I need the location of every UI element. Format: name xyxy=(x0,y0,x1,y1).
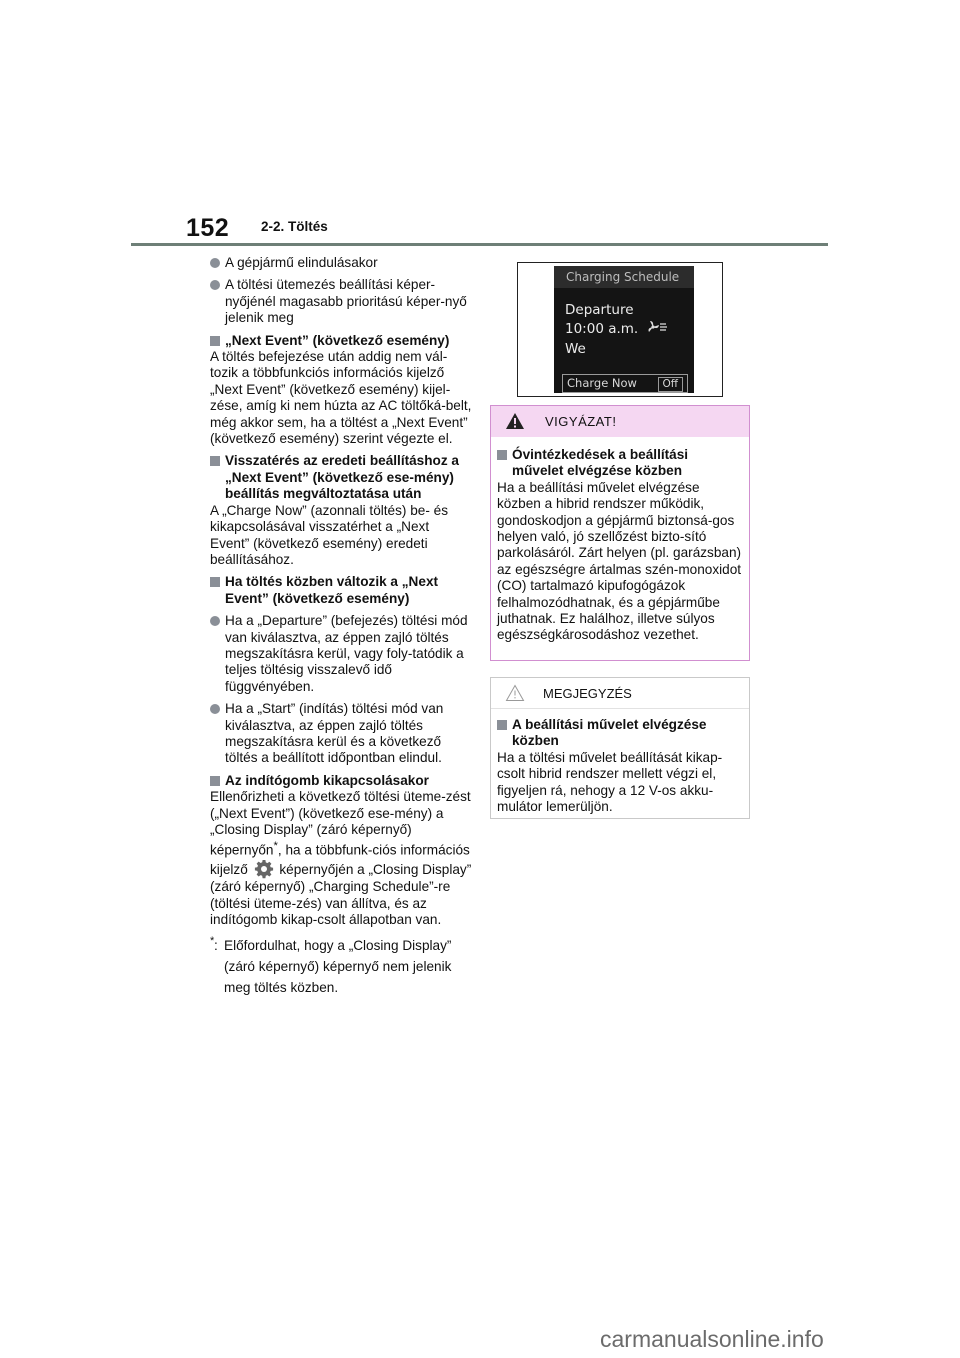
bullet-icon xyxy=(210,280,220,290)
watermark-link[interactable]: carmanualsonline.info xyxy=(600,1326,824,1352)
caution-body xyxy=(491,437,749,644)
note-label: MEGJEGYZÉS xyxy=(543,686,632,701)
screen-title: Charging Schedule xyxy=(554,266,694,288)
caution-box xyxy=(490,405,750,661)
caution-label: VIGYÁZAT! xyxy=(545,414,617,429)
note-text: Ha a töltési művelet beállítását kikap-csolt hibrid rendszer mellett végzi el, figyeljen rá, nehogy a 12 V-os akku-mulátor lemerüljön. xyxy=(497,749,723,815)
caution-text: Ha a beállítási művelet elvégzése közben a hibrid rendszer működik, gondoskodjon a gépjármű biztonsá-gos helyen való, jó szellőzést bizto-sító parkolásáról. Zárt helyen (pl. garázsban) az egészségre ártalmas szén-monoxidot (CO) tartalmazó kipufogógázok felhalmozódhatnak, és a gépjárműbe juthatnak. Ez halálhoz, illetve súlyos egészségkárosodáshoz vezethet. xyxy=(497,479,742,643)
square-bullet-icon xyxy=(497,450,507,460)
charge-now-off-indicator: Off xyxy=(658,377,684,392)
caution-header xyxy=(491,406,749,437)
subheading: Ha töltés közben változik a „Next Event” (következő esemény) xyxy=(210,574,472,607)
screen-day: We xyxy=(565,341,586,357)
bullet-item: A töltési ütemezés beállítási képer-nyőjénél magasabb prioritású képer-nyő jelenik meg xyxy=(210,277,472,326)
square-bullet-icon xyxy=(210,456,220,466)
subheading: „Next Event” (következő esemény) xyxy=(210,333,472,349)
warning-icon xyxy=(505,412,525,430)
screen-departure-label: Departure xyxy=(565,302,634,318)
screen-time: 10:00 a.m. xyxy=(565,321,639,337)
square-bullet-icon xyxy=(497,720,507,730)
note-box xyxy=(490,677,750,819)
display-screen xyxy=(554,266,694,393)
square-bullet-icon xyxy=(210,336,220,346)
bullet-icon xyxy=(210,258,220,268)
subheading: Az indítógomb kikapcsolásakor xyxy=(210,773,472,789)
note-header xyxy=(491,678,749,709)
paragraph: Ellenőrizheti a következő töltési üteme-zést („Next Event”) (következő ese-mény) a „Closing Display” (záró képernyő) képernyőn*, ha a többfunk-ciós információs kijelző képernyőjén a „Closing Display” (záró képernyő) „Charging Schedule”-re (töltési üteme-zés) van állítva, és az indítógomb kikap-csolt állapotban van. xyxy=(210,789,472,928)
gear-icon xyxy=(254,859,274,879)
left-column xyxy=(210,255,472,998)
square-bullet-icon xyxy=(210,577,220,587)
bullet-item: A gépjármű elindulásakor xyxy=(210,255,472,271)
paragraph: A „Charge Now” (azonnali töltés) be- és kikapcsolásával visszatérhet a „Next Event” (következő esemény) eredeti beállításához. xyxy=(210,502,448,567)
display-screenshot xyxy=(517,262,723,397)
warning-outline-icon xyxy=(505,684,525,702)
climate-fan-icon xyxy=(646,319,668,335)
footnote-marker: * xyxy=(273,840,278,853)
charge-now-button: Charge Now Off xyxy=(562,374,688,393)
bullet-icon xyxy=(210,616,220,626)
note-heading: A beállítási művelet elvégzése közben xyxy=(497,717,743,750)
footnote: * : Előfordulhat, hogy a „Closing Display” (záró képernyő) képernyő nem jelenik meg töltés közben. xyxy=(210,934,452,995)
paragraph: A töltés befejezése után addig nem vál-tozik a többfunkciós információs kijelző „Next Event” (következő esemény) kijel-zése, amíg ki nem húzta az AC töltőká-belt, még akkor sem, ha a töltést a „Next Event” (következő esemény) szerint végezte el. xyxy=(210,349,472,447)
bullet-icon xyxy=(210,704,220,714)
section-title: 2-2. Töltés xyxy=(261,219,328,234)
subheading: Visszatérés az eredeti beállításhoz a „Next Event” (következő ese-mény) beállítás megváltoztatása után xyxy=(210,453,472,502)
note-body xyxy=(491,709,749,815)
page-number: 152 xyxy=(186,214,230,242)
square-bullet-icon xyxy=(210,776,220,786)
bullet-item: Ha a „Start” (indítás) töltési mód van kiválasztva, az éppen zajló töltés megszakításra kerül és a következő töltés a beállított időpontban elindul. xyxy=(210,701,472,767)
bullet-item: Ha a „Departure” (befejezés) töltési mód van kiválasztva, az éppen zajló töltés megszakításra kerül, vagy foly-tatódik a teljes töltésig visszalevő idő függvényében. xyxy=(210,613,472,695)
caution-heading: Óvintézkedések a beállítási művelet elvégzése közben xyxy=(497,447,743,480)
header-divider xyxy=(131,243,828,246)
